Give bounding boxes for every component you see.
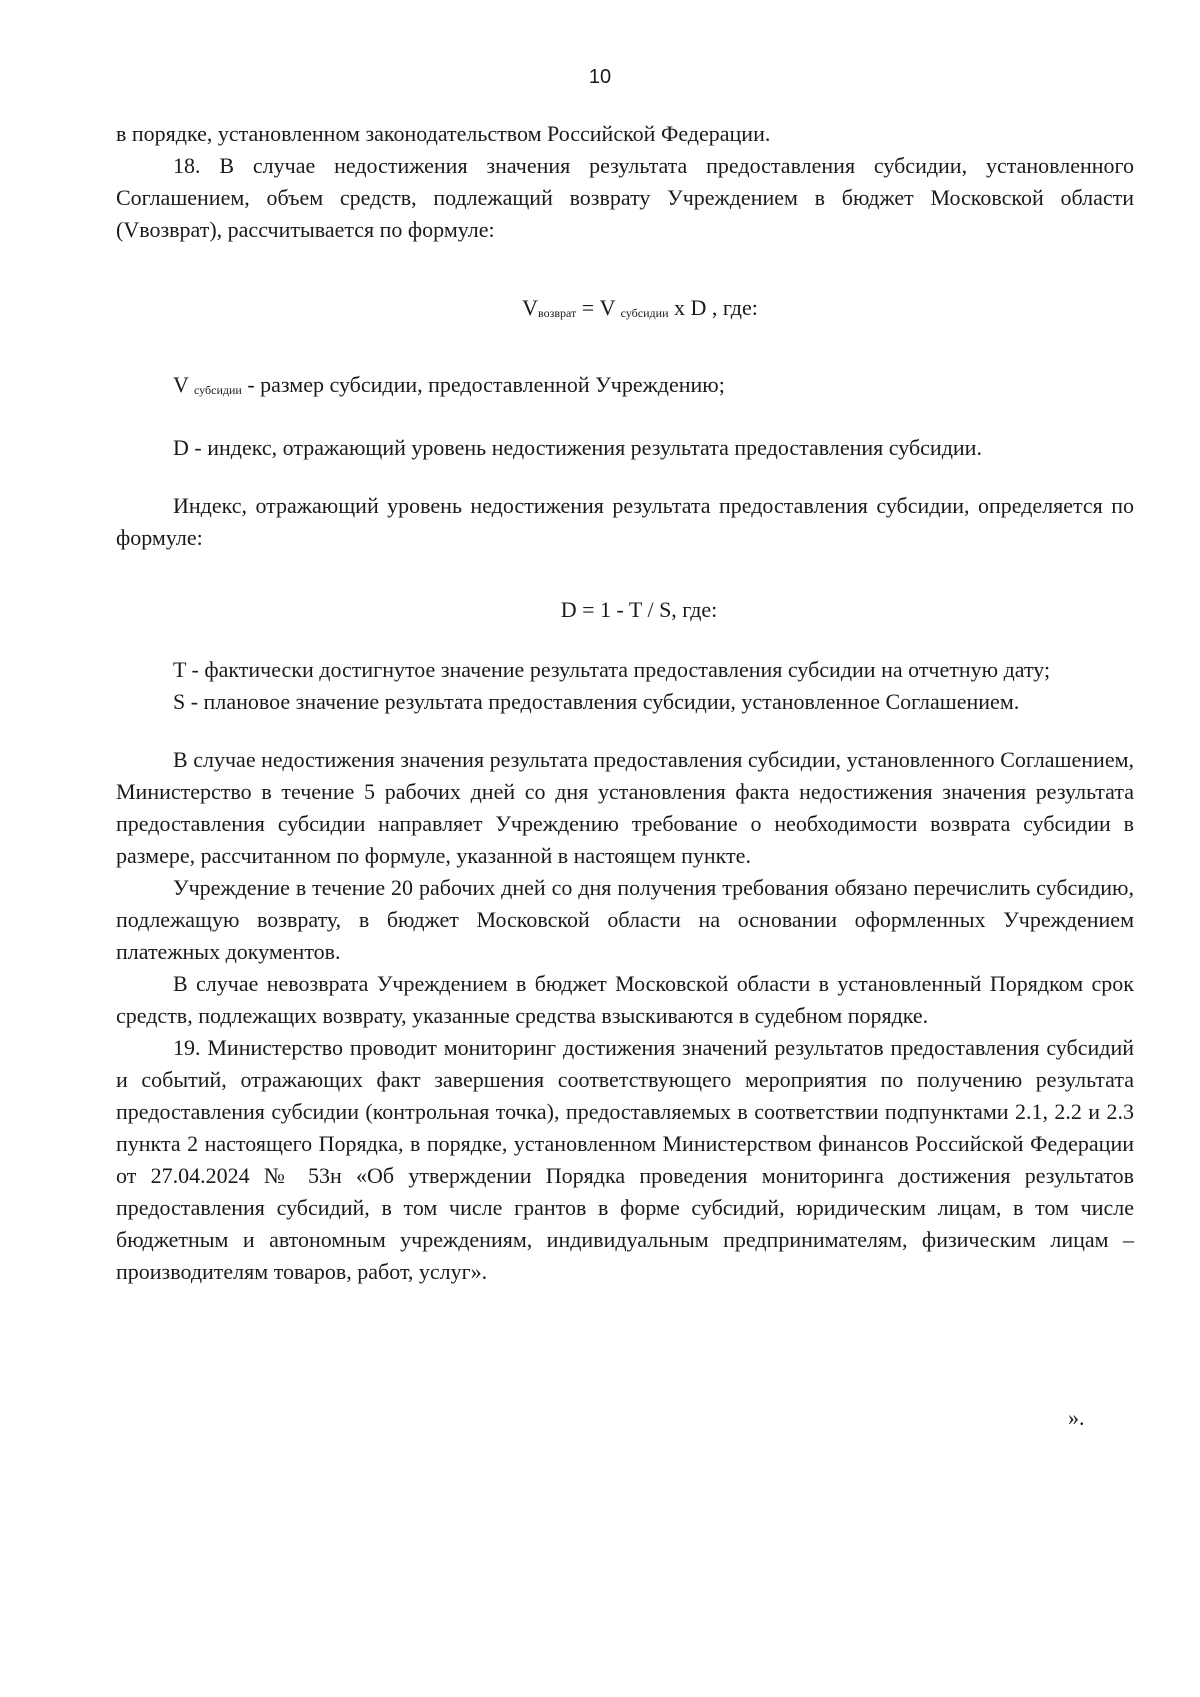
formula-rest: x D , где: <box>668 295 758 320</box>
definition-s: S - плановое значение результата предоставления субсидии, установленное Соглашением. <box>173 689 1020 714</box>
formula-sub-subsidii: субсидии <box>620 306 669 320</box>
paragraph-case: В случае недостижения значения результата предоставления субсидии, установленного Соглашением, Министерство в течение 5 рабочих дней со дня установления факта недостижения значения результата предоставления субсидии направляет Учреждению требование о необходимости возврата субсидии в размере, рассчитанном по формуле, указанной в настоящем пункте. <box>116 747 1134 868</box>
definition-v-subsidii <box>116 369 1134 406</box>
page-number: 10 <box>588 66 612 88</box>
def-v-sub: субсидии <box>194 383 242 397</box>
definition-d: D - индекс, отражающий уровень недостижения результата предоставления субсидии. <box>173 435 982 460</box>
formula-v-vozvrat <box>116 292 1134 329</box>
formula-eq: = V <box>576 295 621 320</box>
def-v-text: - размер субсидии, предоставленной Учреждению; <box>241 372 725 397</box>
definition-t: T - фактически достигнутое значение результата предоставления субсидии на отчетную дату; <box>173 657 1051 682</box>
formula-d: D = 1 - T / S, где: <box>560 597 718 622</box>
closing-quote: ». <box>1068 1405 1085 1430</box>
formula-v: V <box>522 295 539 320</box>
paragraph-index: Индекс, отражающий уровень недостижения результата предоставления субсидии, определяется по формуле: <box>116 493 1134 550</box>
paragraph-19: 19. Министерство проводит мониторинг достижения значений результатов предоставления субсидий и событий, отражающих факт завершения соответствующего мероприятия по получению результата предоставления субсидии (контрольная точка), предоставляемых в соответствии подпунктами 2.1, 2.2 и 2.3 пункта 2 настоящего Порядка, в порядке, установленном Министерством финансов Российской Федерации от 27.04.2024 № 53н «Об утверждении Порядка проведения мониторинга достижения результатов предоставления субсидий, в том числе грантов в форме субсидий, юридическим лицам, в том числе бюджетным и автономным учреждениям, индивидуальным предпринимателям, физическим лицам – производителям товаров, работ, услуг». <box>116 1035 1134 1284</box>
document-body <box>116 118 1134 1288</box>
paragraph-18: 18. В случае недостижения значения результата предоставления субсидии, установленного Соглашением, объем средств, подлежащий возврату Учреждением в бюджет Московской области (Vвозврат), рассчитывается по формуле: <box>116 153 1134 242</box>
paragraph-intro: в порядке, установленном законодательством Российской Федерации. <box>116 121 771 146</box>
paragraph-nevozvrat: В случае невозврата Учреждением в бюджет Московской области в установленный Порядком срок средств, подлежащих возврату, указанные средства взыскиваются в судебном порядке. <box>116 971 1134 1028</box>
paragraph-uchrezhdenie: Учреждение в течение 20 рабочих дней со дня получения требования обязано перечислить субсидию, подлежащую возврату, в бюджет Московской области на основании оформленных Учреждением платежных документов. <box>116 875 1134 964</box>
formula-sub-vozvrat: возврат <box>538 306 577 320</box>
def-v-letter: V <box>173 372 194 397</box>
